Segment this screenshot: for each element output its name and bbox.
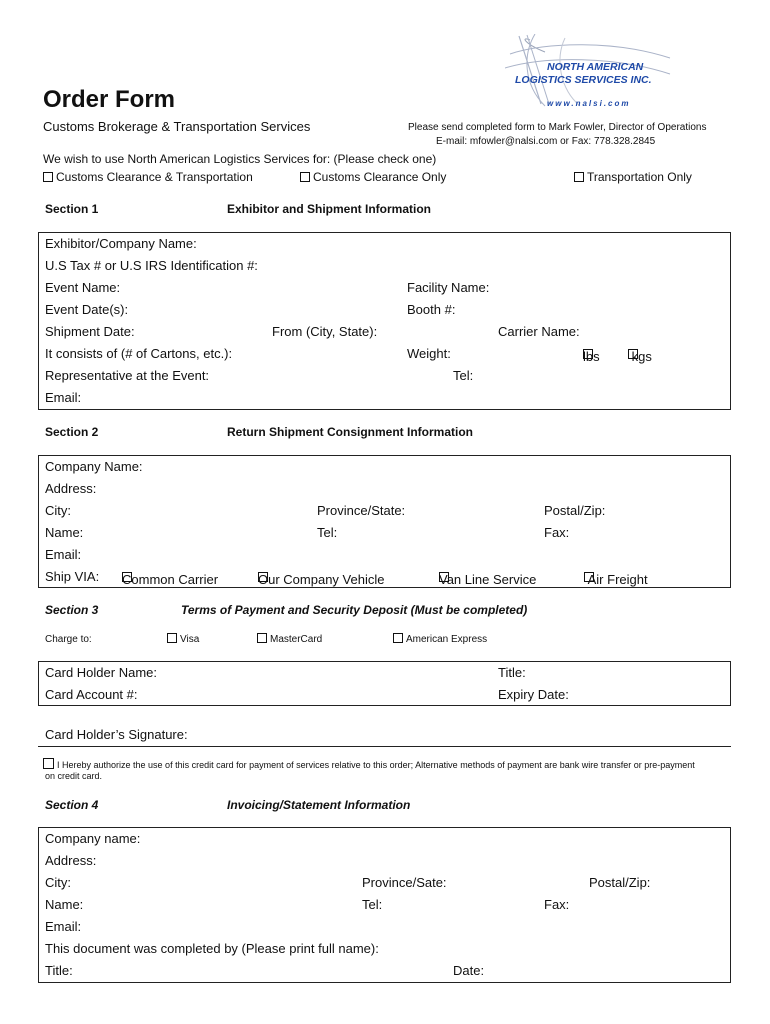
- field-label: Date:: [453, 963, 485, 978]
- field-label: From (City, State):: [272, 324, 378, 339]
- service-prompt: We wish to use North American Logistics Services for: (Please check one): [43, 152, 437, 166]
- authorize-option[interactable]: [43, 758, 695, 770]
- form-row[interactable]: [39, 365, 730, 387]
- field-label: City:: [45, 875, 71, 890]
- signature-label: Card Holder’s Signature:: [45, 727, 188, 742]
- checkbox[interactable]: [43, 758, 54, 769]
- section3-label: Section 3: [45, 603, 99, 617]
- field-label: City:: [45, 503, 71, 518]
- field-label: Name:: [45, 897, 84, 912]
- field-label: Company name:: [45, 831, 141, 846]
- field-label: Booth #:: [407, 302, 456, 317]
- checkbox[interactable]: [167, 633, 177, 643]
- section1-box: [38, 232, 731, 410]
- field-label: Tel:: [317, 525, 338, 540]
- form-row[interactable]: [39, 828, 730, 850]
- signature-line[interactable]: [38, 746, 731, 747]
- form-row[interactable]: [39, 916, 730, 938]
- section2-title: Return Shipment Consignment Information: [227, 425, 473, 439]
- form-row[interactable]: [39, 850, 730, 872]
- field-label: Email:: [45, 919, 82, 934]
- logo-url: www.nalsi.com: [547, 99, 631, 108]
- form-row[interactable]: [39, 299, 730, 321]
- charge-to-label: Charge to:: [45, 634, 92, 645]
- section4-title: Invoicing/Statement Information: [227, 798, 411, 812]
- form-row[interactable]: [39, 321, 730, 343]
- field-label: Province/Sate:: [362, 875, 447, 890]
- field-label: Name:: [45, 525, 84, 540]
- form-row[interactable]: [39, 387, 730, 409]
- form-row[interactable]: [39, 500, 730, 522]
- checkbox[interactable]: [257, 633, 267, 643]
- authorize-text-cont: on credit card.: [45, 771, 103, 781]
- ship-option-label: Air Freight: [587, 572, 648, 587]
- kgs-option[interactable]: [628, 346, 652, 364]
- service-option-2-label: Customs Clearance Only: [313, 170, 447, 184]
- ship-option-label: Van Line Service: [439, 572, 537, 587]
- form-row[interactable]: [39, 522, 730, 544]
- field-label: Address:: [45, 481, 97, 496]
- service-option-3-label: Transportation Only: [587, 170, 692, 184]
- section4-box: [38, 827, 731, 983]
- field-label: Facility Name:: [407, 280, 490, 295]
- form-row[interactable]: [39, 343, 730, 365]
- service-option-3[interactable]: [574, 170, 692, 184]
- form-row[interactable]: [39, 894, 730, 916]
- form-row[interactable]: [39, 566, 730, 588]
- section2-box: [38, 455, 731, 588]
- field-label: Company Name:: [45, 459, 143, 474]
- field-label: This document was completed by (Please print full name):: [45, 941, 379, 956]
- form-row[interactable]: [39, 233, 730, 255]
- field-label: Weight:: [407, 346, 451, 361]
- field-label: Card Holder Name:: [45, 665, 157, 680]
- section1-label: Section 1: [45, 202, 99, 216]
- logo-line2: LOGISTICS SERVICES INC.: [515, 74, 652, 86]
- card-details-box: [38, 661, 731, 706]
- card-option-mastercard[interactable]: [257, 633, 322, 645]
- page-subtitle: Customs Brokerage & Transportation Services: [43, 119, 311, 134]
- field-label: Address:: [45, 853, 97, 868]
- field-label: Title:: [45, 963, 73, 978]
- field-label: Expiry Date:: [498, 687, 569, 702]
- form-row[interactable]: [39, 478, 730, 500]
- ship-option-air-freight[interactable]: [584, 569, 648, 587]
- field-label: It consists of (# of Cartons, etc.):: [45, 346, 233, 361]
- send-instructions: Please send completed form to Mark Fowler, Director of Operations: [408, 122, 707, 133]
- section1-title: Exhibitor and Shipment Information: [227, 202, 431, 216]
- page-title: Order Form: [43, 86, 176, 113]
- form-row[interactable]: [39, 872, 730, 894]
- checkbox[interactable]: [574, 172, 584, 182]
- section2-label: Section 2: [45, 425, 99, 439]
- company-logo: [505, 34, 675, 112]
- kgs-label: kgs: [631, 349, 652, 364]
- service-option-1-label: Customs Clearance & Transportation: [56, 170, 253, 184]
- ship-option-label: Common Carrier: [122, 572, 219, 587]
- field-label: Tel:: [362, 897, 383, 912]
- card-option-label: Visa: [180, 634, 200, 645]
- field-label: Event Name:: [45, 280, 121, 295]
- form-row[interactable]: [39, 684, 730, 706]
- form-row[interactable]: [39, 662, 730, 684]
- card-option-visa[interactable]: [167, 633, 199, 645]
- field-label: Postal/Zip:: [589, 875, 651, 890]
- field-label: Ship VIA:: [45, 569, 100, 584]
- field-label: Fax:: [544, 897, 570, 912]
- field-label: Fax:: [544, 525, 570, 540]
- checkbox[interactable]: [300, 172, 310, 182]
- field-label: Province/State:: [317, 503, 406, 518]
- field-label: Email:: [45, 547, 82, 562]
- section4-label: Section 4: [45, 798, 99, 812]
- card-option-label: MasterCard: [270, 634, 323, 645]
- field-label: Representative at the Event:: [45, 368, 210, 383]
- field-label: Event Date(s):: [45, 302, 129, 317]
- field-label: Title:: [498, 665, 526, 680]
- field-label: Card Account #:: [45, 687, 138, 702]
- field-label: Shipment Date:: [45, 324, 135, 339]
- checkbox[interactable]: [43, 172, 53, 182]
- card-option-amex[interactable]: [393, 633, 487, 645]
- field-label: Tel:: [453, 368, 474, 383]
- service-option-1[interactable]: [43, 170, 253, 184]
- checkbox[interactable]: [393, 633, 403, 643]
- field-label: U.S Tax # or U.S IRS Identification #:: [45, 258, 258, 273]
- field-label: Exhibitor/Company Name:: [45, 236, 197, 251]
- form-row[interactable]: [39, 960, 730, 982]
- contact-info: E-mail: mfowler@nalsi.com or Fax: 778.328.2845: [436, 136, 656, 147]
- logo-line1: NORTH AMERICAN: [547, 61, 644, 73]
- service-option-2[interactable]: [300, 170, 446, 184]
- field-label: Postal/Zip:: [544, 503, 606, 518]
- field-label: Email:: [45, 390, 82, 405]
- form-row[interactable]: [39, 277, 730, 299]
- card-option-label: American Express: [406, 634, 488, 645]
- authorize-text: I Hereby authorize the use of this credit card for payment of services relative to this order; Alternative methods of payment are bank wire transfer or pre-payment: [57, 760, 695, 770]
- form-row[interactable]: [39, 544, 730, 566]
- lbs-label: lbs: [583, 349, 600, 364]
- field-label: Carrier Name:: [498, 324, 580, 339]
- form-row[interactable]: [39, 938, 730, 960]
- ship-option-label: Our Company Vehicle: [258, 572, 385, 587]
- section3-title: Terms of Payment and Security Deposit (Must be completed): [181, 603, 528, 617]
- form-row[interactable]: [39, 456, 730, 478]
- form-row[interactable]: [39, 255, 730, 277]
